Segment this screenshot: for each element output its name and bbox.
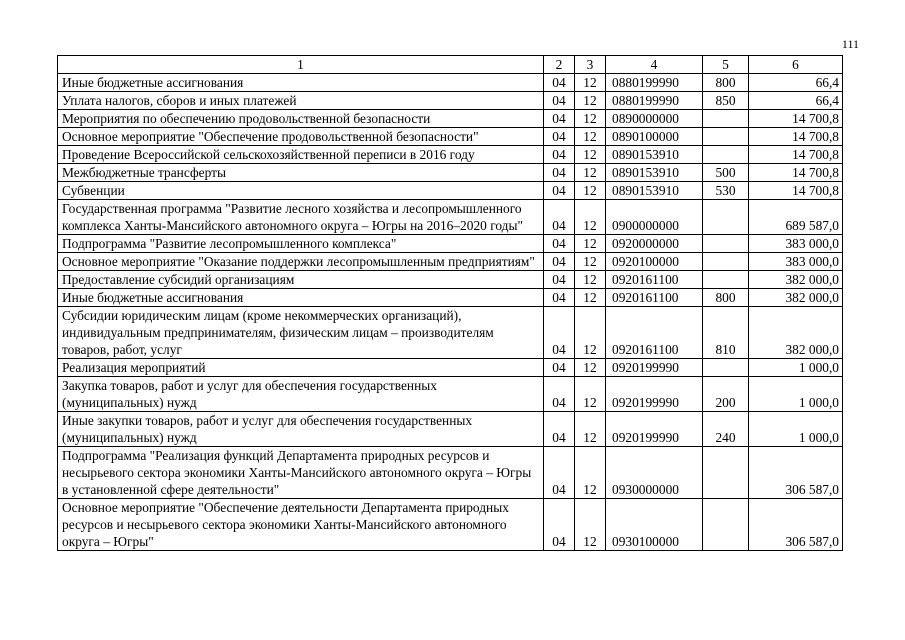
row-target-code: 0890153910 [606, 164, 703, 182]
header-col-6: 6 [749, 56, 843, 74]
row-name: Субвенции [58, 182, 544, 200]
row-amount: 306 587,0 [749, 499, 843, 551]
table-row [58, 146, 843, 164]
row-amount: 383 000,0 [749, 235, 843, 253]
row-expense-type [703, 110, 749, 128]
row-expense-type [703, 235, 749, 253]
row-subsection: 12 [575, 289, 606, 307]
row-expense-type: 810 [703, 307, 749, 359]
header-col-2: 2 [544, 56, 575, 74]
header-col-1: 1 [58, 56, 544, 74]
row-target-code: 0930000000 [606, 447, 703, 499]
row-subsection: 12 [575, 253, 606, 271]
table-row [58, 164, 843, 182]
row-amount: 14 700,8 [749, 146, 843, 164]
row-name: Основное мероприятие "Обеспечение деятельности Департамента природных ресурсов и несырьевого сектора экономики Ханты-Мансийского автономного округа – Югры" [58, 499, 544, 551]
row-section: 04 [544, 307, 575, 359]
row-amount: 14 700,8 [749, 128, 843, 146]
row-expense-type: 200 [703, 377, 749, 412]
table-header-row [58, 56, 843, 74]
row-amount: 1 000,0 [749, 359, 843, 377]
row-name: Субсидии юридическим лицам (кроме некоммерческих организаций), индивидуальным предпринимателям, физическим лицам – производителям товаров, работ, услуг [58, 307, 544, 359]
row-target-code: 0920000000 [606, 235, 703, 253]
row-amount: 66,4 [749, 74, 843, 92]
table-row [58, 74, 843, 92]
row-target-code: 0920199990 [606, 377, 703, 412]
row-subsection: 12 [575, 200, 606, 235]
row-target-code: 0930100000 [606, 499, 703, 551]
row-amount: 306 587,0 [749, 447, 843, 499]
row-amount: 382 000,0 [749, 271, 843, 289]
row-expense-type: 500 [703, 164, 749, 182]
row-expense-type [703, 499, 749, 551]
row-name: Государственная программа "Развитие лесного хозяйства и лесопромышленного комплекса Ханты-Мансийского автономного округа – Югры на 2016–2020 годы" [58, 200, 544, 235]
row-section: 04 [544, 164, 575, 182]
row-expense-type: 800 [703, 289, 749, 307]
row-section: 04 [544, 235, 575, 253]
row-name: Предоставление субсидий организациям [58, 271, 544, 289]
table-row [58, 182, 843, 200]
row-section: 04 [544, 377, 575, 412]
table-row [58, 289, 843, 307]
row-expense-type: 850 [703, 92, 749, 110]
row-subsection: 12 [575, 359, 606, 377]
row-subsection: 12 [575, 412, 606, 447]
row-section: 04 [544, 110, 575, 128]
row-subsection: 12 [575, 74, 606, 92]
table-row [58, 307, 843, 359]
row-expense-type [703, 271, 749, 289]
row-amount: 14 700,8 [749, 182, 843, 200]
row-amount: 66,4 [749, 92, 843, 110]
row-expense-type [703, 359, 749, 377]
row-subsection: 12 [575, 307, 606, 359]
row-amount: 1 000,0 [749, 412, 843, 447]
row-section: 04 [544, 412, 575, 447]
row-amount: 382 000,0 [749, 307, 843, 359]
row-section: 04 [544, 359, 575, 377]
table-row [58, 253, 843, 271]
row-amount: 382 000,0 [749, 289, 843, 307]
row-name: Межбюджетные трансферты [58, 164, 544, 182]
row-name: Проведение Всероссийской сельскохозяйственной переписи в 2016 году [58, 146, 544, 164]
row-target-code: 0920199990 [606, 359, 703, 377]
row-subsection: 12 [575, 128, 606, 146]
row-target-code: 0920161100 [606, 271, 703, 289]
row-section: 04 [544, 253, 575, 271]
table-row [58, 128, 843, 146]
row-target-code: 0890153910 [606, 182, 703, 200]
row-target-code: 0890153910 [606, 146, 703, 164]
table-row [58, 359, 843, 377]
row-target-code: 0920199990 [606, 412, 703, 447]
table-row [58, 447, 843, 499]
table-row [58, 499, 843, 551]
row-section: 04 [544, 289, 575, 307]
row-name: Реализация мероприятий [58, 359, 544, 377]
row-target-code: 0920161100 [606, 307, 703, 359]
row-expense-type [703, 200, 749, 235]
row-target-code: 0880199990 [606, 74, 703, 92]
row-amount: 689 587,0 [749, 200, 843, 235]
header-col-4: 4 [606, 56, 703, 74]
row-expense-type: 240 [703, 412, 749, 447]
budget-table [57, 55, 843, 551]
row-amount: 1 000,0 [749, 377, 843, 412]
row-name: Основное мероприятие "Оказание поддержки лесопромышленным предприятиям" [58, 253, 544, 271]
row-section: 04 [544, 74, 575, 92]
row-name: Иные бюджетные ассигнования [58, 74, 544, 92]
row-subsection: 12 [575, 377, 606, 412]
row-section: 04 [544, 182, 575, 200]
row-subsection: 12 [575, 92, 606, 110]
row-name: Иные бюджетные ассигнования [58, 289, 544, 307]
row-target-code: 0890100000 [606, 128, 703, 146]
table-row [58, 200, 843, 235]
table-row [58, 412, 843, 447]
row-section: 04 [544, 499, 575, 551]
row-name: Иные закупки товаров, работ и услуг для обеспечения государственных (муниципальных) нужд [58, 412, 544, 447]
table-body [58, 74, 843, 551]
row-target-code: 0920161100 [606, 289, 703, 307]
row-name: Подпрограмма "Развитие лесопромышленного комплекса" [58, 235, 544, 253]
row-section: 04 [544, 146, 575, 164]
row-target-code: 0920100000 [606, 253, 703, 271]
row-amount: 14 700,8 [749, 164, 843, 182]
row-subsection: 12 [575, 182, 606, 200]
header-col-3: 3 [575, 56, 606, 74]
row-subsection: 12 [575, 164, 606, 182]
row-target-code: 0890000000 [606, 110, 703, 128]
table-row [58, 235, 843, 253]
row-name: Подпрограмма "Реализация функций Департамента природных ресурсов и несырьевого сектора экономики Ханты-Мансийского автономного округа – Югры в установленной сфере деятельности" [58, 447, 544, 499]
row-section: 04 [544, 200, 575, 235]
row-section: 04 [544, 128, 575, 146]
row-target-code: 0880199990 [606, 92, 703, 110]
row-amount: 14 700,8 [749, 110, 843, 128]
row-expense-type [703, 128, 749, 146]
row-name: Закупка товаров, работ и услуг для обеспечения государственных (муниципальных) нужд [58, 377, 544, 412]
row-target-code: 0900000000 [606, 200, 703, 235]
row-section: 04 [544, 447, 575, 499]
header-col-5: 5 [703, 56, 749, 74]
table-row [58, 110, 843, 128]
row-expense-type [703, 447, 749, 499]
table-row [58, 271, 843, 289]
row-name: Уплата налогов, сборов и иных платежей [58, 92, 544, 110]
row-subsection: 12 [575, 447, 606, 499]
row-subsection: 12 [575, 110, 606, 128]
row-amount: 383 000,0 [749, 253, 843, 271]
row-subsection: 12 [575, 235, 606, 253]
row-expense-type [703, 146, 749, 164]
table-row [58, 377, 843, 412]
row-name: Мероприятия по обеспечению продовольственной безопасности [58, 110, 544, 128]
table-row [58, 92, 843, 110]
row-subsection: 12 [575, 499, 606, 551]
page-number: 111 [841, 37, 859, 51]
row-expense-type: 530 [703, 182, 749, 200]
row-name: Основное мероприятие "Обеспечение продовольственной безопасности" [58, 128, 544, 146]
row-expense-type [703, 253, 749, 271]
row-section: 04 [544, 271, 575, 289]
row-subsection: 12 [575, 271, 606, 289]
row-section: 04 [544, 92, 575, 110]
row-subsection: 12 [575, 146, 606, 164]
row-expense-type: 800 [703, 74, 749, 92]
